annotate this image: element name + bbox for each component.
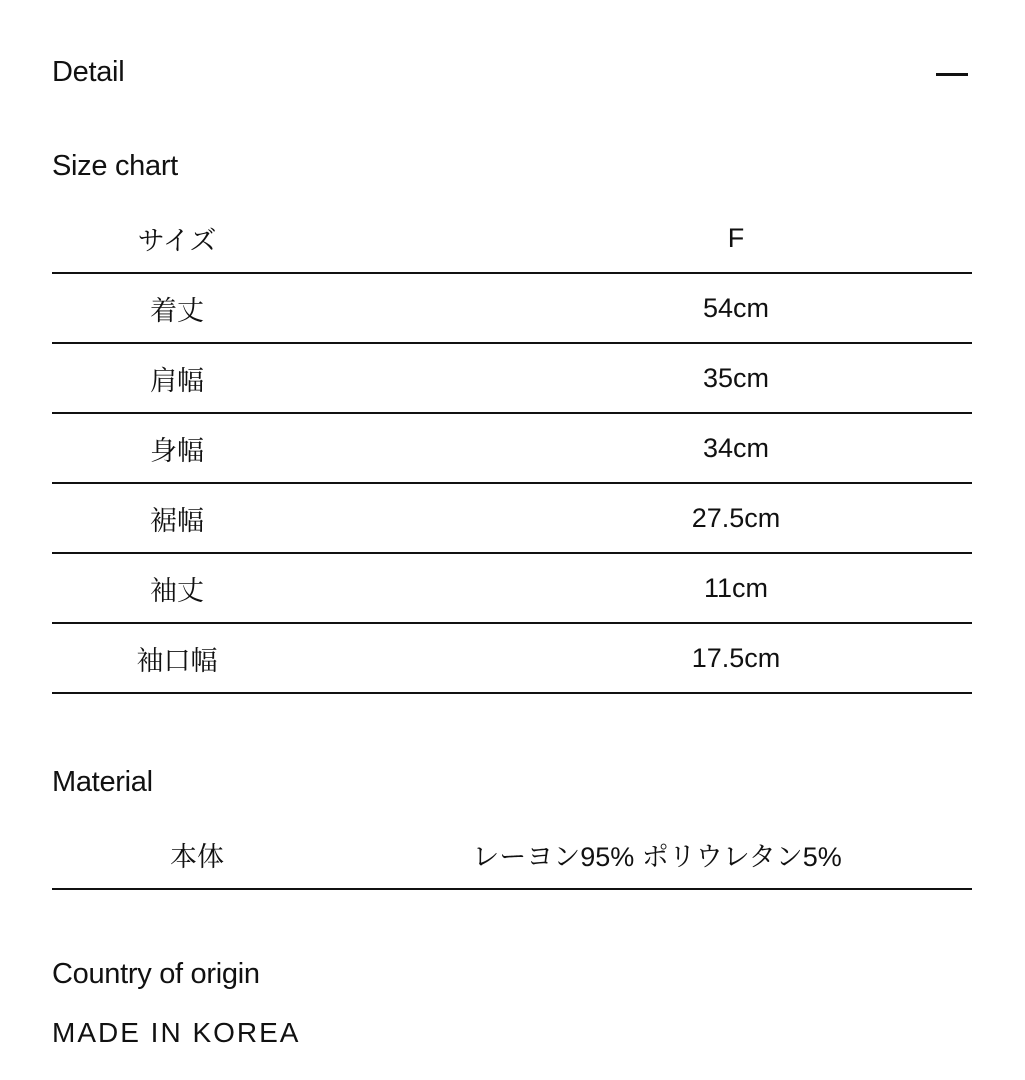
size-row-value: 54cm: [702, 292, 770, 323]
table-row: [52, 344, 972, 414]
size-chart-header-row: [52, 204, 972, 274]
material-row-value: レーヨン95% ポリウレタン5%: [472, 841, 842, 872]
table-row: [52, 274, 972, 344]
table-row: [52, 414, 972, 484]
size-row-label: 身幅: [150, 435, 204, 466]
size-row-value: 34cm: [702, 432, 770, 463]
origin-value: MADE IN KOREA: [52, 1017, 301, 1048]
size-row-label: 袖口幅: [136, 645, 218, 676]
table-row: [52, 554, 972, 624]
material-title: Material: [52, 766, 153, 798]
material-row-label: 本体: [170, 841, 224, 872]
detail-title: Detail: [52, 56, 125, 88]
detail-header[interactable]: [52, 52, 972, 96]
size-row-label: 裾幅: [150, 505, 204, 536]
origin-title: Country of origin: [52, 958, 260, 990]
table-row: [52, 624, 972, 694]
size-row-value: 11cm: [703, 572, 769, 603]
size-chart-table: [52, 204, 972, 694]
size-row-value: 17.5cm: [691, 642, 781, 673]
table-row: [52, 484, 972, 554]
size-header-label: サイズ: [137, 225, 217, 256]
size-row-value: 35cm: [702, 362, 770, 393]
table-row: [52, 820, 972, 890]
size-header-value: F: [727, 222, 745, 253]
size-row-label: 着丈: [150, 295, 204, 326]
size-row-value: 27.5cm: [691, 502, 781, 533]
collapse-minus-icon[interactable]: [936, 73, 968, 76]
size-chart-title: Size chart: [52, 150, 178, 182]
material-table: [52, 820, 972, 890]
size-row-label: 袖丈: [150, 575, 204, 606]
size-row-label: 肩幅: [150, 365, 204, 396]
